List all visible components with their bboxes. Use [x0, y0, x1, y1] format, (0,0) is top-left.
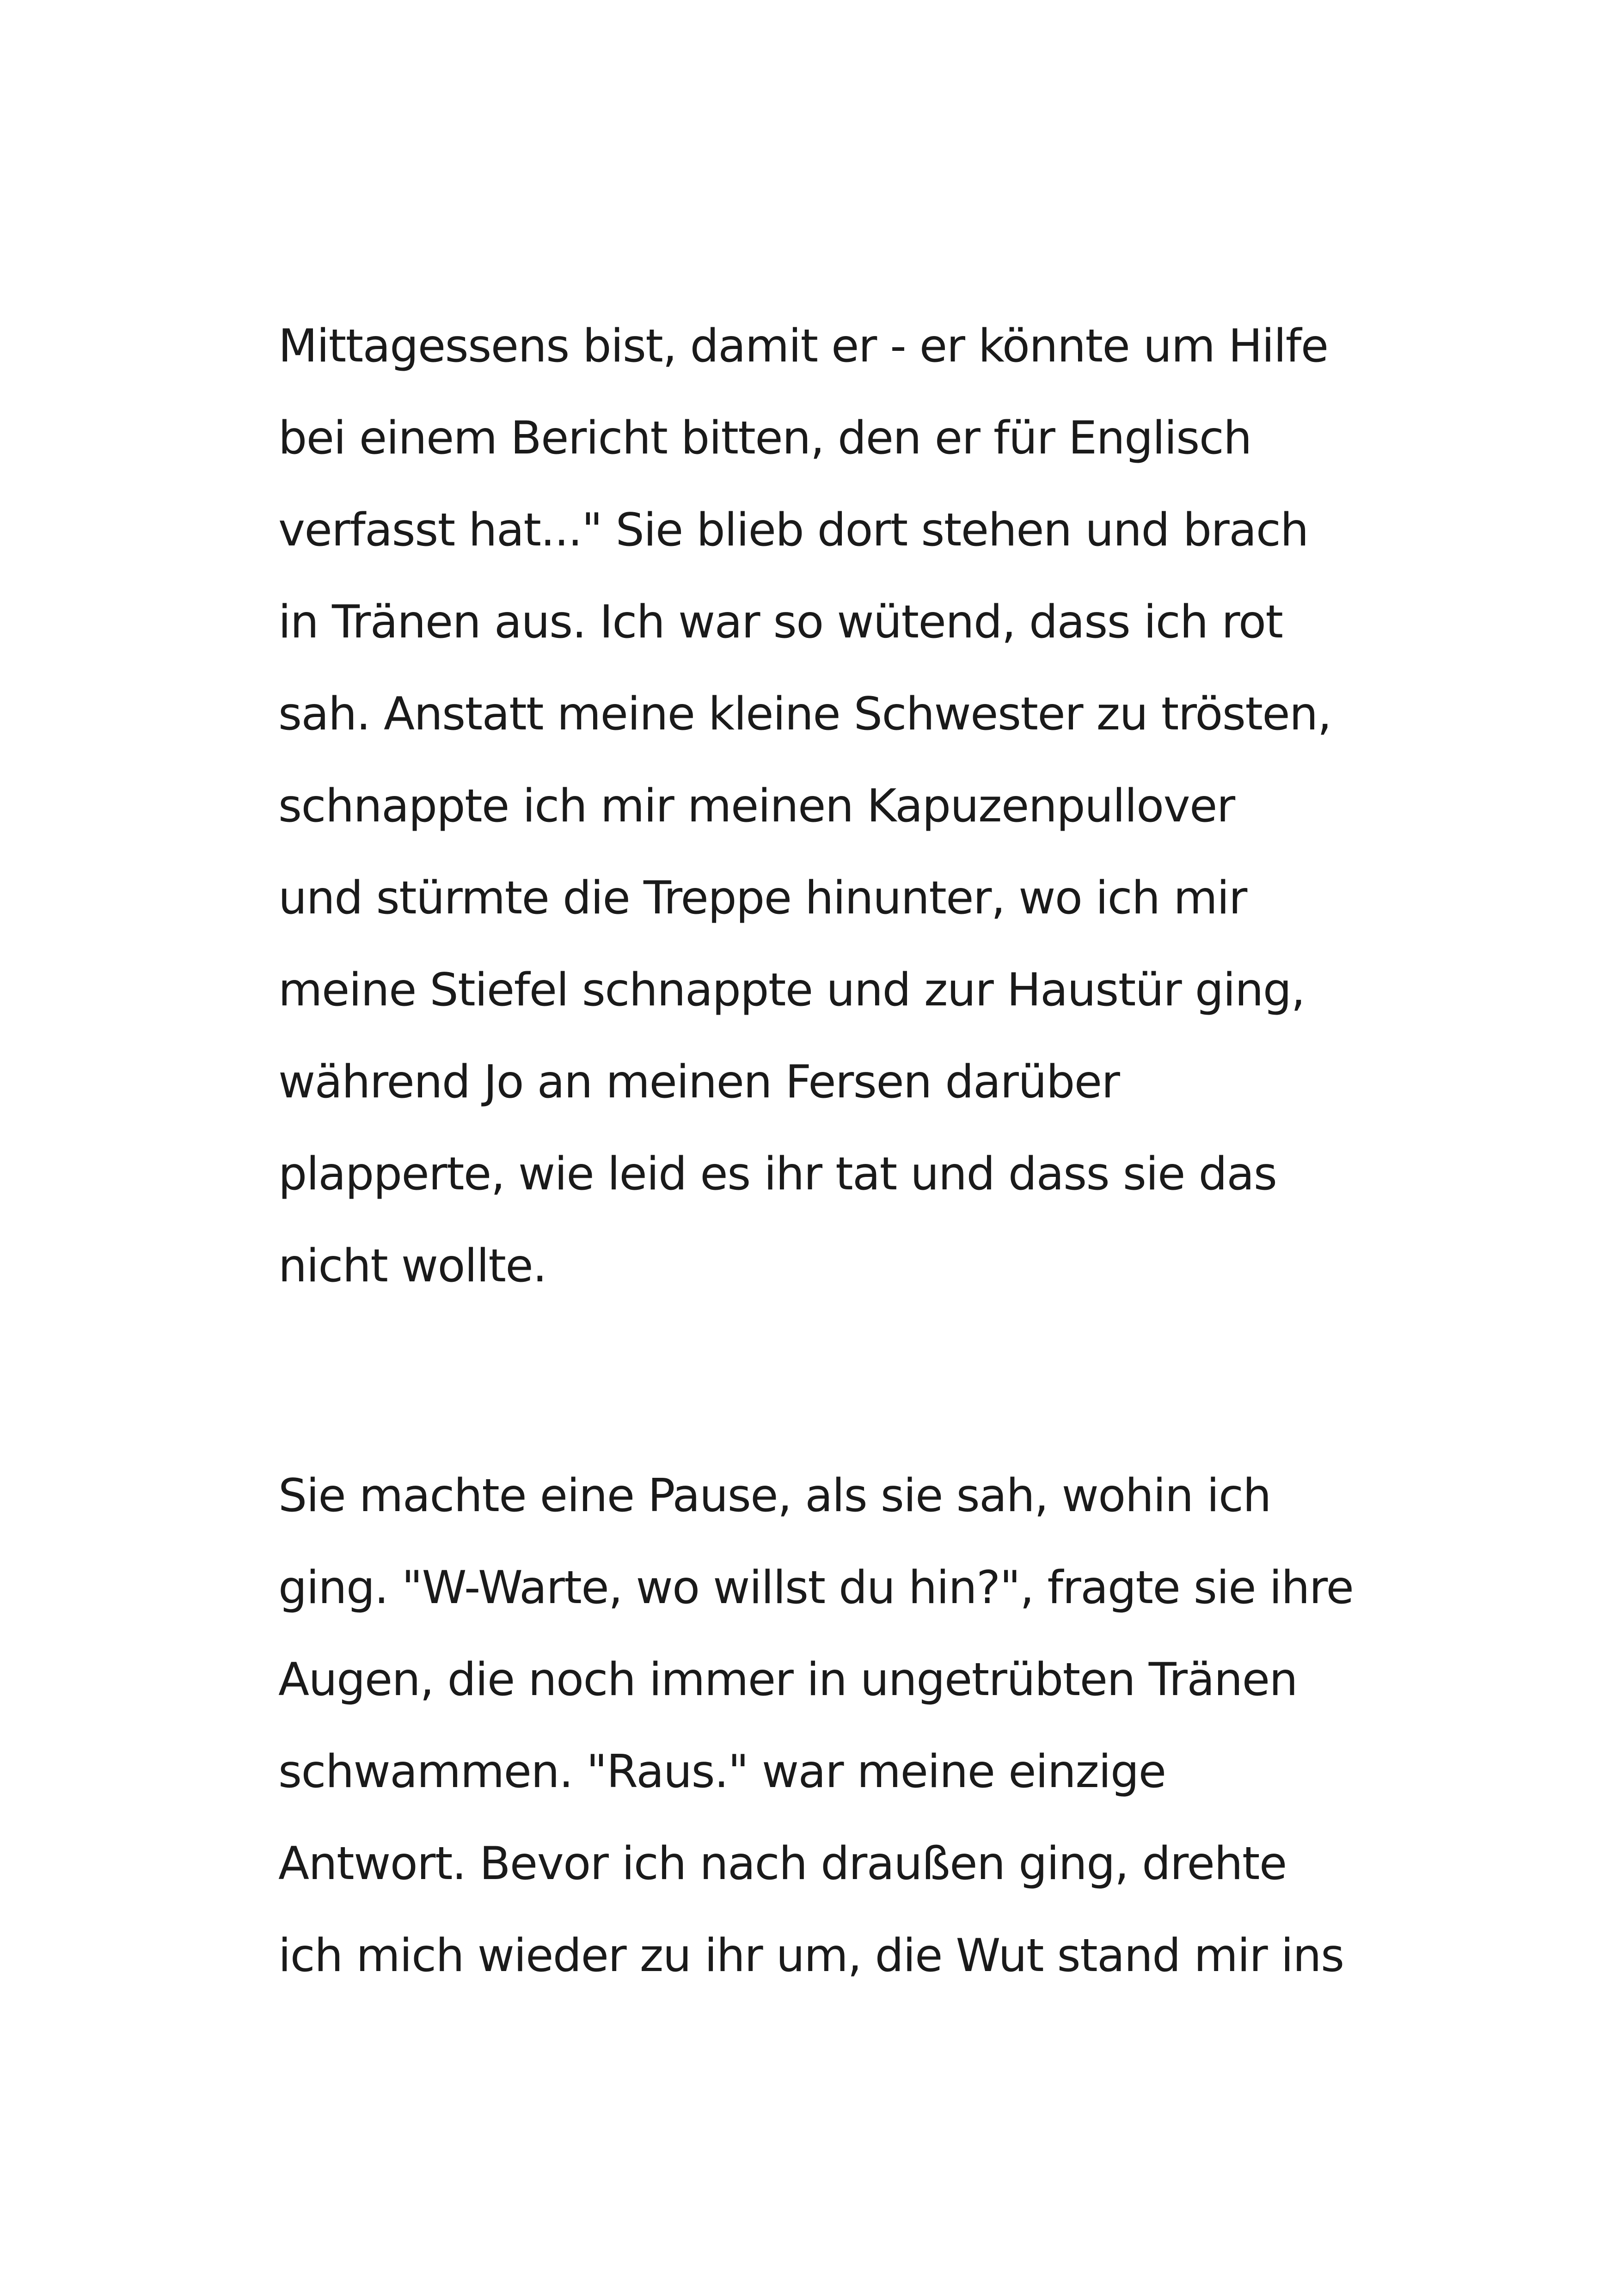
text-line: Mittagessens bist, damit er - er könnte um Hilfe: [278, 320, 1328, 373]
text-line: schnappte ich mir meinen Kapuzenpullover: [278, 780, 1235, 833]
text-line: nicht wollte.: [278, 1240, 546, 1292]
text-line: Sie machte eine Pause, als sie sah, wohin ich: [278, 1469, 1271, 1522]
text-line: während Jo an meinen Fersen darüber: [278, 1056, 1120, 1108]
text-line: plapperte, wie leid es ihr tat und dass sie das: [278, 1148, 1277, 1200]
text-line: Antwort. Bevor ich nach draußen ging, drehte: [278, 1837, 1287, 1890]
text-line: Augen, die noch immer in ungetrübten Tränen: [278, 1653, 1298, 1706]
text-line: bei einem Bericht bitten, den er für Englisch: [278, 412, 1251, 465]
text-line: schwammen. "Raus." war meine einzige: [278, 1745, 1166, 1798]
text-line: verfasst hat..." Sie blieb dort stehen und brach: [278, 504, 1308, 557]
text-line: in Tränen aus. Ich war so wütend, dass ich rot: [278, 596, 1283, 649]
text-line: ging. "W-Warte, wo willst du hin?", fragte sie ihre: [278, 1561, 1354, 1614]
text-line: und stürmte die Treppe hinunter, wo ich mir: [278, 872, 1247, 925]
text-line: ich mich wieder zu ihr um, die Wut stand mir ins: [278, 1929, 1344, 1982]
text-line: sah. Anstatt meine kleine Schwester zu trösten,: [278, 688, 1331, 741]
text-line: meine Stiefel schnappte und zur Haustür ging,: [278, 964, 1305, 1016]
